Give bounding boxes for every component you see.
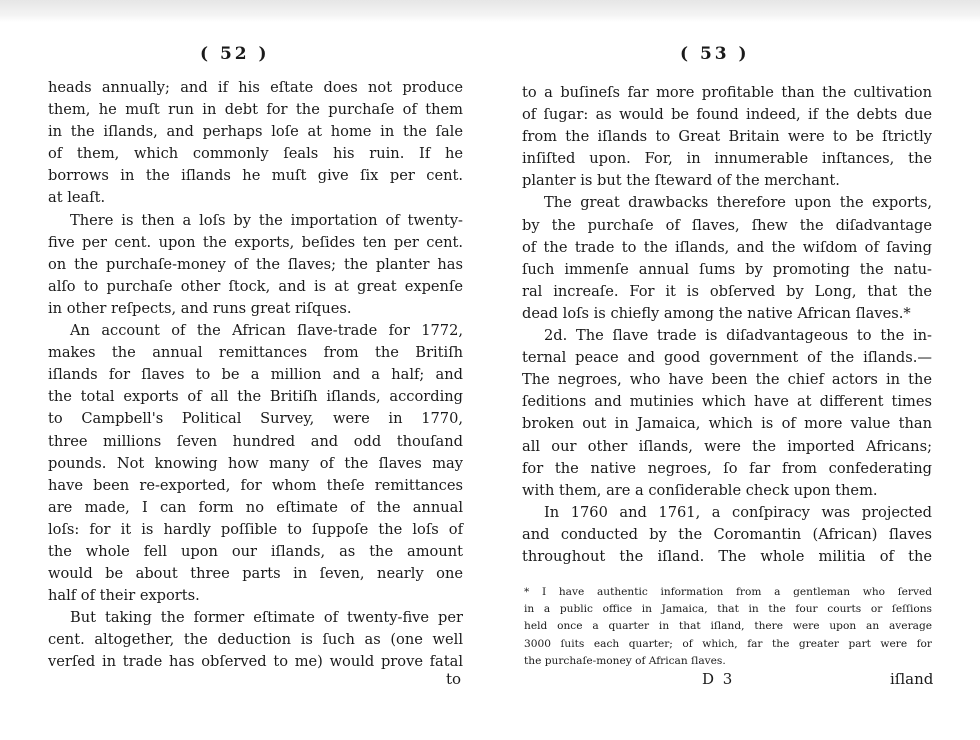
footnote (524, 584, 932, 670)
footnote-line: 3000 ſuits each quarter; of which, far the greater part were for (524, 637, 932, 650)
text-line: 2d. The ſlave trade is diſadvantageous to the in- (544, 327, 932, 345)
text-line: cent. altogether, the deduction is ſuch as (one well (48, 631, 463, 649)
text-line: loſs: for it is hardly poſſible to ſuppoſe the loſs of (48, 520, 463, 538)
text-line: ral increaſe. For it is obſerved by Long, that the (522, 282, 932, 300)
text-line: ſeditions and mutinies which have at different times (522, 393, 932, 411)
text-line: heads annually; and if his eſtate does not produce (48, 79, 463, 96)
text-line: dead loſs is chiefly among the native African ſlaves.* (522, 304, 911, 322)
footnote-line: in a public office in Jamaica, that in the four courts or ſeſſions (524, 603, 932, 616)
footnote-line: the purchaſe-money of African ſlaves. (524, 654, 726, 667)
text-line: from the iſlands to Great Britain were to be ſtrictly (522, 128, 932, 146)
text-line: verſed in trade has obſerved to me) would prove fatal (48, 653, 463, 671)
catchword: to (446, 670, 462, 688)
text-line: ternal peace and good government of the iſlands.— (522, 349, 932, 367)
text-line: There is then a loſs by the importation of twenty- (70, 211, 463, 229)
text-line: by the purchaſe of ſlaves, ſhew the diſadvantage (522, 216, 932, 234)
text-line: with them, are a conſiderable check upon them. (522, 481, 878, 499)
text-line: to a buſineſs far more profitable than the cultivation (522, 84, 932, 101)
text-line: planter is but the ſteward of the merchant. (522, 172, 840, 190)
text-line: on the purchaſe-money of the ſlaves; the planter has (48, 255, 463, 273)
text-line: are made, I can form no eſtimate of the annual (48, 498, 463, 516)
signature-mark: D 3 (702, 670, 735, 688)
text-line: of them, which commonly ſeals his ruin. If he (48, 145, 463, 163)
body-text (522, 82, 932, 568)
footnote-line: * I have authentic information from a gentleman who ſerved (524, 586, 932, 598)
text-line: throughout the iſland. The whole militia of the (522, 547, 932, 565)
text-line: them, he muſt run in debt for the purchaſe of them (48, 101, 463, 119)
text-line: An account of the African ſlave-trade for 1772, (70, 322, 463, 340)
right-page (490, 0, 980, 740)
text-line: in other reſpects, and runs great riſques. (48, 299, 352, 317)
page-number: ( 53 ) (680, 44, 750, 64)
text-line: at leaſt. (48, 189, 106, 207)
text-line: have been re-exported, for whom theſe remittances (48, 476, 463, 494)
text-line: The great drawbacks therefore upon the exports, (544, 194, 932, 212)
text-line: pounds. Not knowing how many of the ſlaves may (48, 454, 463, 472)
text-line: borrows in the iſlands he muſt give ſix per cent. (48, 167, 463, 185)
text-line: would be about three parts in ſeven, nearly one (48, 565, 463, 583)
text-line: The negroes, who have been the chief actors in the (522, 371, 932, 389)
text-line: the whole fell upon our iſlands, as the amount (48, 542, 463, 560)
text-line: makes the annual remittances from the Britiſh (48, 344, 463, 362)
text-line: In 1760 and 1761, a conſpiracy was projected (544, 503, 932, 521)
text-line: and conducted by the Coromantin (African) ſlaves (522, 525, 932, 543)
text-line: of ſugar: as would be found indeed, if the debts due (522, 106, 932, 124)
text-line: three millions ſeven hundred and odd thouſand (48, 432, 463, 450)
text-line: all our other iſlands, were the imported Africans; (522, 437, 932, 455)
body-text (48, 77, 463, 674)
footnote-line: held once a quarter in that iſland, there were upon an average (524, 620, 932, 633)
text-line: alſo to purchaſe other ſtock, and is at great expenſe (48, 277, 463, 295)
text-line: of the trade to the iſlands, and the wiſdom of ſaving (522, 238, 932, 256)
text-line: for the native negroes, ſo far from confederating (522, 459, 932, 477)
text-line: in the iſlands, and perhaps loſe at home in the ſale (48, 123, 463, 141)
text-line: five per cent. upon the exports, beſides ten per cent. (48, 233, 463, 251)
text-line: But taking the former eſtimate of twenty-five per (70, 609, 463, 627)
text-line: half of their exports. (48, 587, 200, 605)
catchword: iſland (890, 670, 934, 688)
text-line: to Campbell's Political Survey, were in 1770, (48, 410, 463, 428)
page-number: ( 52 ) (200, 44, 270, 64)
text-line: iſlands for ſlaves to be a million and a half; and (48, 366, 463, 384)
text-line: ſuch immenſe annual ſums by promoting the natu- (522, 260, 932, 278)
text-line: the total exports of all the Britiſh iſlands, according (48, 388, 463, 406)
text-line: broken out in Jamaica, which is of more value than (522, 415, 932, 433)
text-line: inſiſted upon. For, in innumerable inſtances, the (522, 150, 932, 168)
